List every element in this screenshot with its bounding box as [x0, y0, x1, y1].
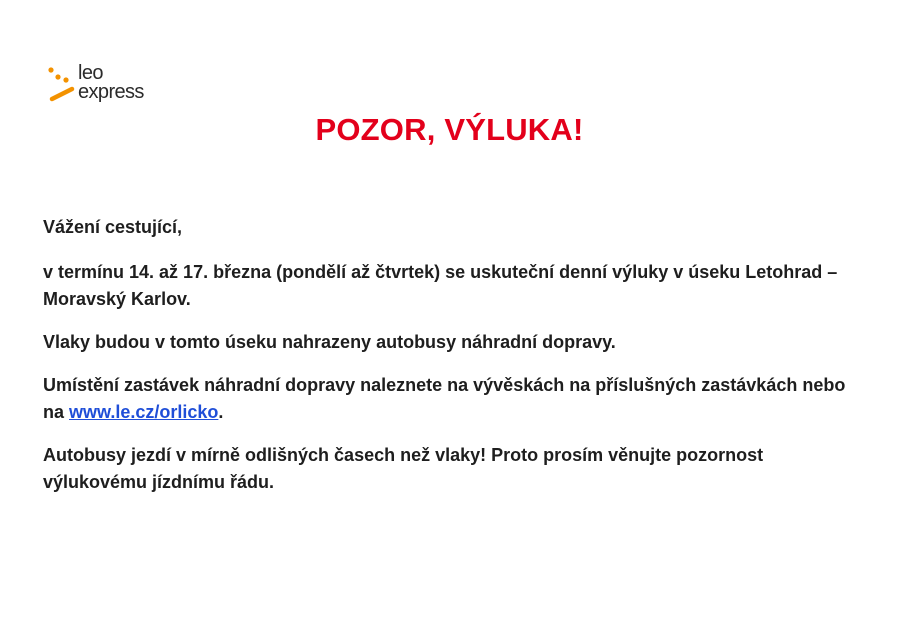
logo-line-leo: leo: [78, 62, 103, 84]
paragraph-timetable: Autobusy jezdí v mírně odlišných časech než vlaky! Proto prosím věnujte pozornost výlukovému jízdnímu řádu.: [43, 445, 764, 492]
notice-title: POZOR, VÝLUKA!: [315, 112, 584, 147]
greeting: Vážení cestující,: [43, 217, 183, 237]
notice-body: [43, 214, 863, 512]
paragraph-stops: [43, 372, 863, 426]
stops-period: .: [218, 402, 224, 422]
orlicko-link[interactable]: www.le.cz/orlicko: [69, 402, 219, 422]
logo-mark-icon: [48, 66, 76, 106]
leo-express-logo: [48, 62, 168, 108]
paragraph-replacement: Vlaky budou v tomto úseku nahrazeny autobusy náhradní dopravy.: [43, 332, 616, 352]
stops-text: Umístění zastávek náhradní dopravy naleznete na vývěskách na příslušných zastávkách nebo na: [43, 375, 846, 422]
logo-wordmark: [78, 64, 144, 102]
paragraph-dates: v termínu 14. až 17. března (pondělí až čtvrtek) se uskuteční denní výluky v úseku Letohrad – Moravský Karlov.: [43, 262, 838, 309]
logo-line-express: express: [78, 81, 144, 103]
